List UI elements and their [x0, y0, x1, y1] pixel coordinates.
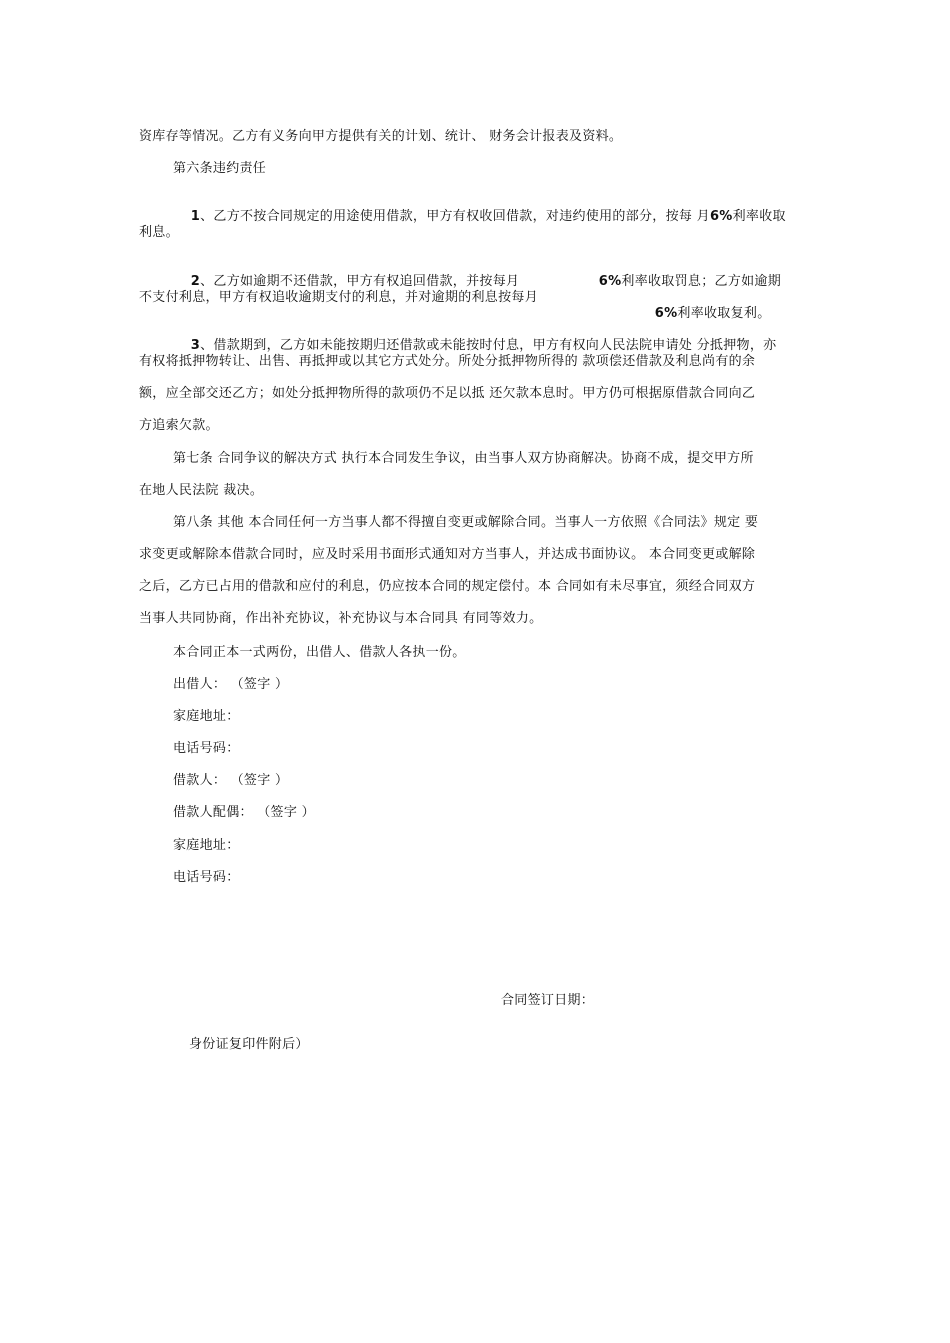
item-number: 2 — [190, 274, 201, 289]
rate-value: 6% — [709, 209, 733, 224]
borrower-phone-line: 电话号码： — [173, 870, 240, 885]
text-segment: 、乙方如逾期不还借款，甲方有权追回借款，并按每月 — [200, 274, 520, 289]
text-line: 求变更或解除本借款合同时，应及时采用书面形式通知对方当事人，并达成书面协议。 本合同变更或解除 — [139, 547, 756, 562]
text-line: 不支付利息，甲方有权追收逾期支付的利息，并对逾期的利息按每月 — [139, 290, 539, 305]
text-line — [173, 193, 786, 241]
text-segment: 利率收取罚息；乙方如逾期 — [621, 274, 782, 289]
text-line: 第七条 合同争议的解决方式 执行本合同发生争议，由当事人双方协商解决。协商不成，提交甲方所 — [173, 451, 754, 466]
text-line: 在地人民法院 裁决。 — [139, 483, 264, 498]
text-line: 利息。 — [139, 225, 179, 240]
text-line: 之后，乙方已占用的借款和应付的利息，仍应按本合同的规定偿付。本 合同如有未尽事宜，须经合同双方 — [139, 579, 756, 594]
section-heading: 第六条违约责任 — [173, 161, 267, 176]
text-line: 资库存等情况。乙方有义务向甲方提供有关的计划、统计、 财务会计报表及资料。 — [139, 129, 623, 144]
text-line: 本合同正本一式两份，出借人、借款人各执一份。 — [173, 645, 466, 660]
borrower-address-line: 家庭地址： — [173, 838, 240, 853]
text-line: 当事人共同协商，作出补充协议，补充协议与本合同具 有同等效力。 — [139, 611, 543, 626]
spouse-signature-line: 借款人配偶： （签字 ） — [173, 805, 315, 820]
text-segment: 利率收取复利。 — [677, 306, 771, 321]
rate-value: 6% — [598, 274, 622, 289]
lender-phone-line: 电话号码： — [173, 741, 240, 756]
borrower-signature-line: 借款人： （签字 ） — [173, 773, 289, 788]
text-line: 额，应全部交还乙方；如处分抵押物所得的款项仍不足以抵 还欠款本息时。甲方仍可根据原借款合同向乙 — [139, 386, 756, 401]
lender-signature-line: 出借人： （签字 ） — [173, 677, 289, 692]
rate-value: 6% — [654, 306, 678, 321]
item-number: 3 — [190, 338, 201, 353]
text-segment: 利率收取 — [732, 209, 786, 224]
item-number: 1 — [190, 209, 201, 224]
text-segment: 、借款期到，乙方如未能按期归还借款或未能按时付息，甲方有权向人民法院申请处 分抵押物，亦 — [200, 338, 777, 353]
attachment-note: 身份证复印件附后） — [189, 1037, 309, 1052]
signing-date-line: 合同签订日期： — [501, 993, 595, 1008]
text-line: 有权将抵押物转让、出售、再抵押或以其它方式处分。所处分抵押物所得的 款项偿还借款及利息尚有的余 — [139, 354, 756, 369]
text-segment: 、乙方不按合同规定的用途使用借款，甲方有权收回借款，对违约使用的部分，按每 月 — [200, 209, 710, 224]
lender-address-line: 家庭地址： — [173, 709, 240, 724]
text-line: 方追索欠款。 — [139, 418, 219, 433]
text-line: 第八条 其他 本合同任何一方当事人都不得擅自变更或解除合同。当事人一方依照《合同法》规定 要 — [173, 515, 759, 530]
